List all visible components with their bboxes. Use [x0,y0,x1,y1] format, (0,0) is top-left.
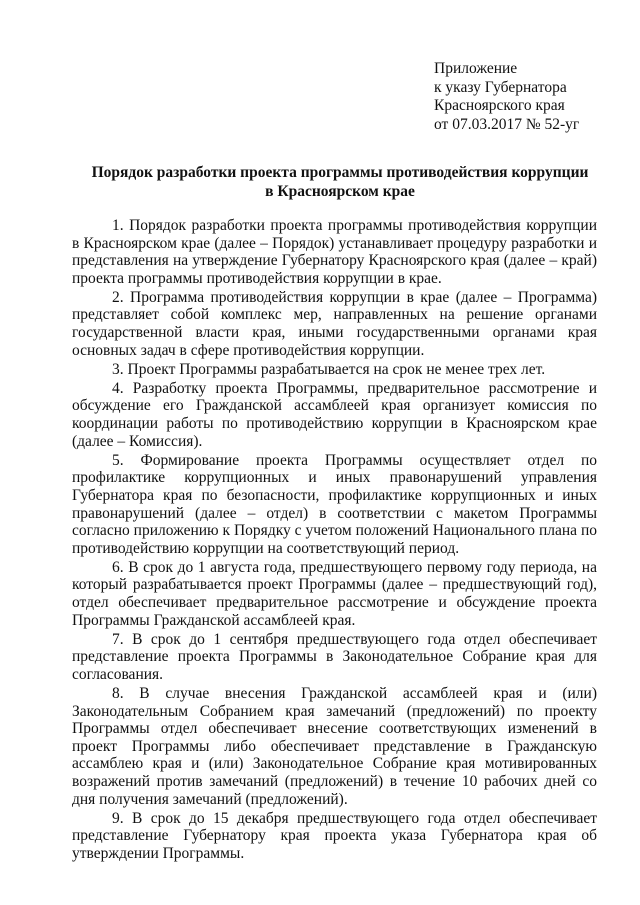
paragraph-4: 4. Разработку проекта Программы, предварительное рассмотрение и обсуждение его Гражданской ассамблеей края организует комиссия по координации работы по противодействию коррупции в Красноярском крае (далее – Комиссия). [72,379,597,450]
appendix-block [434,60,579,134]
appendix-line-4: от 07.03.2017 № 52-уг [434,115,580,133]
paragraph-5: 5. Формирование проекта Программы осуществляет отдел по профилактике коррупционных и иных правонарушений управления Губернатора края по безопасности, профилактике коррупционных и иных правонарушений (далее – отдел) в соответствии с макетом Программы согласно приложению к Порядку с учетом положений Национального плана по противодействию коррупции на соответствующий период. [72,451,597,557]
appendix-line-2: к указу Губернатора [434,78,567,96]
paragraph-9: 9. В срок до 15 декабря предшествующего года отдел обеспечивает представление Губернатору края проекта указа Губернатора края об утверждении Программы. [72,809,597,862]
document-title [60,163,620,201]
paragraph-8: 8. В случае внесения Гражданской ассамблеей края и (или) Законодательным Собранием края замечаний (предложений) по проекту Программы отдел обеспечивает внесение соответствующих изменений в проект Программы либо обеспечивает представление в Гражданскую ассамблею края и (или) Законодательное Собрание края мотивированных возражений против замечаний (предложений) в течение 10 рабочих дней со дня получения замечаний (предложений). [72,684,597,808]
appendix-line-3: Красноярского края [434,97,565,114]
paragraph-7: 7. В срок до 1 сентября предшествующего года отдел обеспечивает представление проекта Программы в Законодательное Собрание края для согласования. [72,630,597,683]
document-body [72,217,597,864]
paragraph-2: 2. Программа противодействия коррупции в крае (далее – Программа) представляет собой комплекс мер, направленных на решение органами государственной власти края, иными государственными органами края основных задач в сфере противодействия коррупции. [72,288,597,359]
title-line-1: Порядок разработки проекта программы противодействия коррупции [91,164,589,181]
paragraph-1: 1. Порядок разработки проекта программы противодействия коррупции в Красноярском крае (далее – Порядок) устанавливает процедуру разработки и представления на утверждение Губернатору Красноярского края (далее – край) проекта программы противодействия коррупции в крае. [72,217,597,287]
paragraph-3: 3. Проект Программы разрабатывается на срок не менее трех лет. [112,360,546,378]
appendix-line-1: Приложение [434,60,518,77]
title-line-2: в Красноярском крае [265,183,415,200]
paragraph-6: 6. В срок до 1 августа года, предшествующего первому году периода, на который разрабатывается проект Программы (далее – предшествующий год), отдел обеспечивает предварительное рассмотрение и обсуждение проекта Программы Гражданской ассамблеей края. [72,558,597,629]
